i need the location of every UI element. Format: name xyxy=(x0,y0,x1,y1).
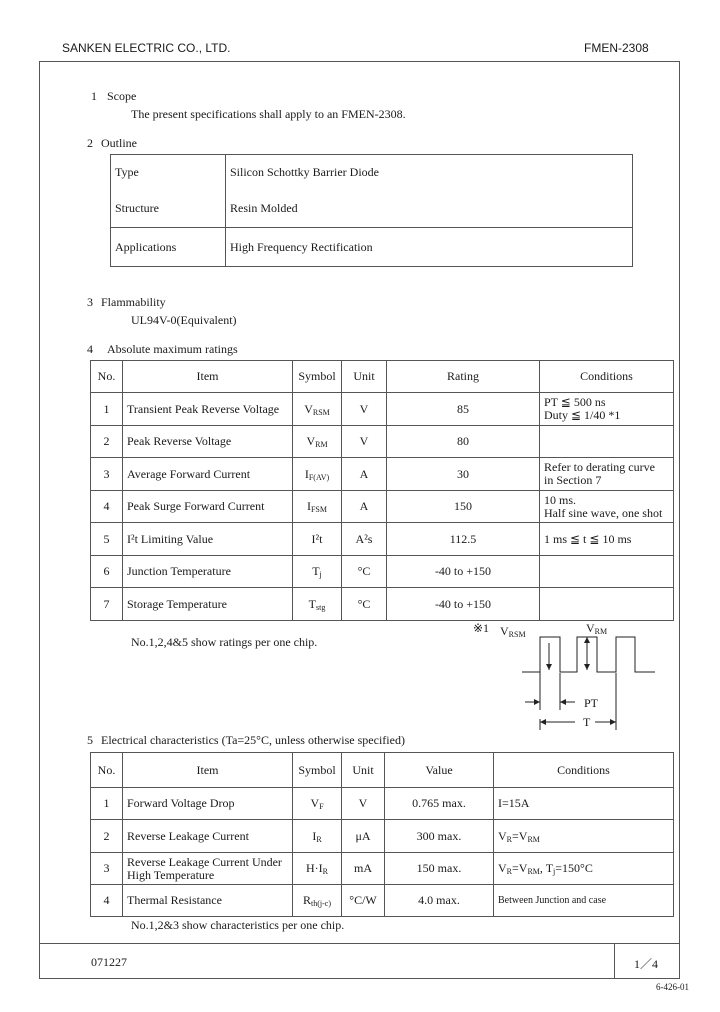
row-symbol: I²t xyxy=(293,523,342,556)
cond-sub: R xyxy=(506,834,513,844)
table-row xyxy=(91,523,674,556)
row-conditions xyxy=(494,820,674,853)
symbol-sub: j xyxy=(319,570,322,579)
row-rating: -40 to +150 xyxy=(387,556,540,588)
symbol-sub: RSM xyxy=(312,407,330,417)
row-symbol xyxy=(293,788,342,820)
symbol-sub: R xyxy=(316,834,322,844)
row-symbol xyxy=(293,426,342,458)
row-unit: °C xyxy=(342,556,387,588)
absolute-ratings-note: No.1,2,4&5 show ratings per one chip. xyxy=(131,635,318,649)
row-unit: mA xyxy=(342,853,385,885)
symbol-text: V xyxy=(310,796,320,810)
outline-value: High Frequency Rectification xyxy=(226,228,633,267)
cond-sub: j xyxy=(553,867,556,876)
document-number: FMEN-2308 xyxy=(584,41,649,55)
section-2-number: 2 xyxy=(87,136,93,150)
cond-text: =150°C xyxy=(555,861,593,875)
row-conditions xyxy=(540,491,674,523)
condition-line: Half sine wave, one shot xyxy=(544,505,663,520)
row-conditions: I=15A xyxy=(494,788,674,820)
arrowhead xyxy=(546,664,552,670)
table-row xyxy=(91,853,674,885)
row-symbol xyxy=(293,820,342,853)
row-rating: 30 xyxy=(387,458,540,491)
table-row xyxy=(91,426,674,458)
symbol-sub: FSM xyxy=(310,505,327,514)
row-item: Average Forward Current xyxy=(123,458,293,491)
row-no: 7 xyxy=(91,588,123,621)
section-3-number: 3 xyxy=(87,295,93,309)
symbol-sub: R xyxy=(322,867,328,876)
row-symbol xyxy=(293,556,342,588)
table-row xyxy=(91,393,674,426)
revision-date: 071227 xyxy=(91,955,127,969)
symbol-text: V xyxy=(304,401,313,416)
row-unit: °C/W xyxy=(342,885,385,917)
table-row xyxy=(91,458,674,491)
row-unit: V xyxy=(342,788,385,820)
row-item: Peak Surge Forward Current xyxy=(123,491,293,523)
symbol-sub: th(j-c) xyxy=(311,899,331,908)
symbol-text: T xyxy=(308,596,316,611)
row-conditions xyxy=(540,458,674,491)
condition-line: PT ≦ 500 ns xyxy=(544,395,606,409)
col-header-conditions: Conditions xyxy=(494,753,674,788)
row-rating: -40 to +150 xyxy=(387,588,540,621)
cond-text: V xyxy=(498,828,507,843)
cond-sub: RM xyxy=(527,867,540,876)
row-unit: A xyxy=(342,458,387,491)
footer-divider xyxy=(39,943,680,944)
row-no: 3 xyxy=(91,853,123,885)
condition-line: Refer to derating curve xyxy=(544,460,655,474)
col-header-value: Value xyxy=(385,753,494,788)
arrowhead xyxy=(534,699,540,705)
pt-label: PT xyxy=(584,696,599,710)
col-header-item: Item xyxy=(123,361,293,393)
arrowhead xyxy=(560,699,566,705)
condition-line: Duty ≦ 1/40 *1 xyxy=(544,408,621,422)
outline-label: Structure xyxy=(111,191,226,228)
col-header-unit: Unit xyxy=(342,753,385,788)
outline-row xyxy=(111,228,633,267)
condition-line: in Section 7 xyxy=(544,473,602,487)
row-rating: 80 xyxy=(387,426,540,458)
symbol-text: T xyxy=(312,564,320,578)
row-no: 1 xyxy=(91,788,123,820)
table-row xyxy=(91,820,674,853)
row-item: Forward Voltage Drop xyxy=(123,788,293,820)
flammability-text: UL94V-0(Equivalent) xyxy=(131,313,237,327)
row-item: Peak Reverse Voltage xyxy=(123,426,293,458)
footnote-mark: ※1 xyxy=(473,621,490,635)
vrm-symbol: V xyxy=(586,621,595,635)
col-header-no: No. xyxy=(91,753,123,788)
row-unit: V xyxy=(342,426,387,458)
section-4-number: 4 xyxy=(87,342,93,356)
arrowhead xyxy=(540,719,546,725)
row-symbol xyxy=(293,853,342,885)
symbol-text: I xyxy=(304,466,309,481)
table-row xyxy=(91,588,674,621)
section-2-title: Outline xyxy=(101,136,137,150)
symbol-text: I xyxy=(312,828,317,843)
symbol-text: H·I xyxy=(305,861,323,875)
table-header-row xyxy=(91,753,674,788)
row-symbol xyxy=(293,588,342,621)
outline-value: Resin Molded xyxy=(226,191,633,228)
row-item: Storage Temperature xyxy=(123,588,293,621)
row-conditions xyxy=(540,426,674,458)
form-number: 6-426-01 xyxy=(656,982,689,992)
arrowhead xyxy=(610,719,616,725)
table-header-row xyxy=(91,361,674,393)
row-unit: A²s xyxy=(342,523,387,556)
row-unit: °C xyxy=(342,588,387,621)
symbol-text: I xyxy=(306,499,311,513)
col-header-conditions: Conditions xyxy=(540,361,674,393)
absolute-ratings-table xyxy=(90,360,674,621)
outline-label: Type xyxy=(111,155,226,191)
page-number: 1／4 xyxy=(634,957,659,971)
row-no: 3 xyxy=(91,458,123,491)
company-name: SANKEN ELECTRIC CO., LTD. xyxy=(62,41,231,55)
row-value: 4.0 max. xyxy=(385,885,494,917)
cond-sub: R xyxy=(506,867,513,876)
outline-row xyxy=(111,155,633,191)
table-row xyxy=(91,491,674,523)
item-line: Reverse Leakage Current Under xyxy=(127,854,282,869)
row-value: 150 max. xyxy=(385,853,494,885)
electrical-note: No.1,2&3 show characteristics per one chip. xyxy=(131,918,345,932)
row-item: Junction Temperature xyxy=(123,556,293,588)
col-header-no: No. xyxy=(91,361,123,393)
symbol-sub: stg xyxy=(316,602,326,612)
item-line: High Temperature xyxy=(127,867,215,882)
vrsm-sub: RSM xyxy=(508,630,526,639)
row-value: 300 max. xyxy=(385,820,494,853)
col-header-symbol: Symbol xyxy=(293,361,342,393)
section-5-title: Electrical characteristics (Ta=25°C, unless otherwise specified) xyxy=(101,733,405,747)
row-item: Thermal Resistance xyxy=(123,885,293,917)
cond-text: , T xyxy=(539,861,554,875)
symbol-sub: F xyxy=(319,802,324,811)
row-item: Reverse Leakage Current xyxy=(123,820,293,853)
vrm-sub: RM xyxy=(594,627,608,636)
outline-table xyxy=(110,154,633,267)
arrowhead xyxy=(584,664,590,670)
row-no: 2 xyxy=(91,426,123,458)
vrsm-symbol: V xyxy=(500,624,509,638)
table-row xyxy=(91,885,674,917)
outline-label: Applications xyxy=(111,228,226,267)
section-1-title: Scope xyxy=(107,89,137,103)
row-symbol xyxy=(293,458,342,491)
row-item: I²t Limiting Value xyxy=(123,523,293,556)
row-no: 1 xyxy=(91,393,123,426)
symbol-text: R xyxy=(302,893,311,907)
cond-sub: RM xyxy=(527,834,540,844)
section-5-number: 5 xyxy=(87,733,93,747)
symbol-sub: F(AV) xyxy=(308,472,330,482)
row-rating: 85 xyxy=(387,393,540,426)
row-conditions: Between Junction and case xyxy=(494,885,674,917)
section-1-number: 1 xyxy=(91,89,97,103)
row-rating: 150 xyxy=(387,491,540,523)
cond-text: =V xyxy=(512,828,528,843)
row-conditions xyxy=(540,588,674,621)
pulse-waveform-diagram xyxy=(520,625,670,735)
row-unit: A xyxy=(342,491,387,523)
col-header-unit: Unit xyxy=(342,361,387,393)
row-value: 0.765 max. xyxy=(385,788,494,820)
cond-text: V xyxy=(498,861,507,875)
row-conditions xyxy=(540,393,674,426)
row-conditions: 1 ms ≦ t ≦ 10 ms xyxy=(540,523,674,556)
outline-row xyxy=(111,191,633,228)
scope-text: The present specifications shall apply to an FMEN-2308. xyxy=(131,107,406,121)
symbol-sub: RM xyxy=(315,440,328,449)
section-3-title: Flammability xyxy=(101,295,166,309)
row-item xyxy=(123,853,293,885)
row-no: 2 xyxy=(91,820,123,853)
condition-line: 10 ms. xyxy=(544,492,577,507)
col-header-item: Item xyxy=(123,753,293,788)
row-rating: 112.5 xyxy=(387,523,540,556)
row-no: 4 xyxy=(91,885,123,917)
row-no: 5 xyxy=(91,523,123,556)
row-unit: μA xyxy=(342,820,385,853)
col-header-rating: Rating xyxy=(387,361,540,393)
row-symbol xyxy=(293,491,342,523)
symbol-text: V xyxy=(306,434,316,448)
arrowhead xyxy=(584,637,590,643)
row-no: 4 xyxy=(91,491,123,523)
electrical-characteristics-table xyxy=(90,752,674,917)
cond-text: =V xyxy=(512,861,528,875)
row-item: Transient Peak Reverse Voltage xyxy=(123,393,293,426)
row-conditions xyxy=(494,853,674,885)
row-symbol xyxy=(293,885,342,917)
table-row xyxy=(91,556,674,588)
row-symbol xyxy=(293,393,342,426)
footer-separator xyxy=(614,943,615,979)
section-4-title: Absolute maximum ratings xyxy=(107,342,238,356)
col-header-symbol: Symbol xyxy=(293,753,342,788)
row-unit: V xyxy=(342,393,387,426)
outline-value: Silicon Schottky Barrier Diode xyxy=(226,155,633,191)
t-label: T xyxy=(583,715,591,729)
table-row xyxy=(91,788,674,820)
row-conditions xyxy=(540,556,674,588)
row-no: 6 xyxy=(91,556,123,588)
